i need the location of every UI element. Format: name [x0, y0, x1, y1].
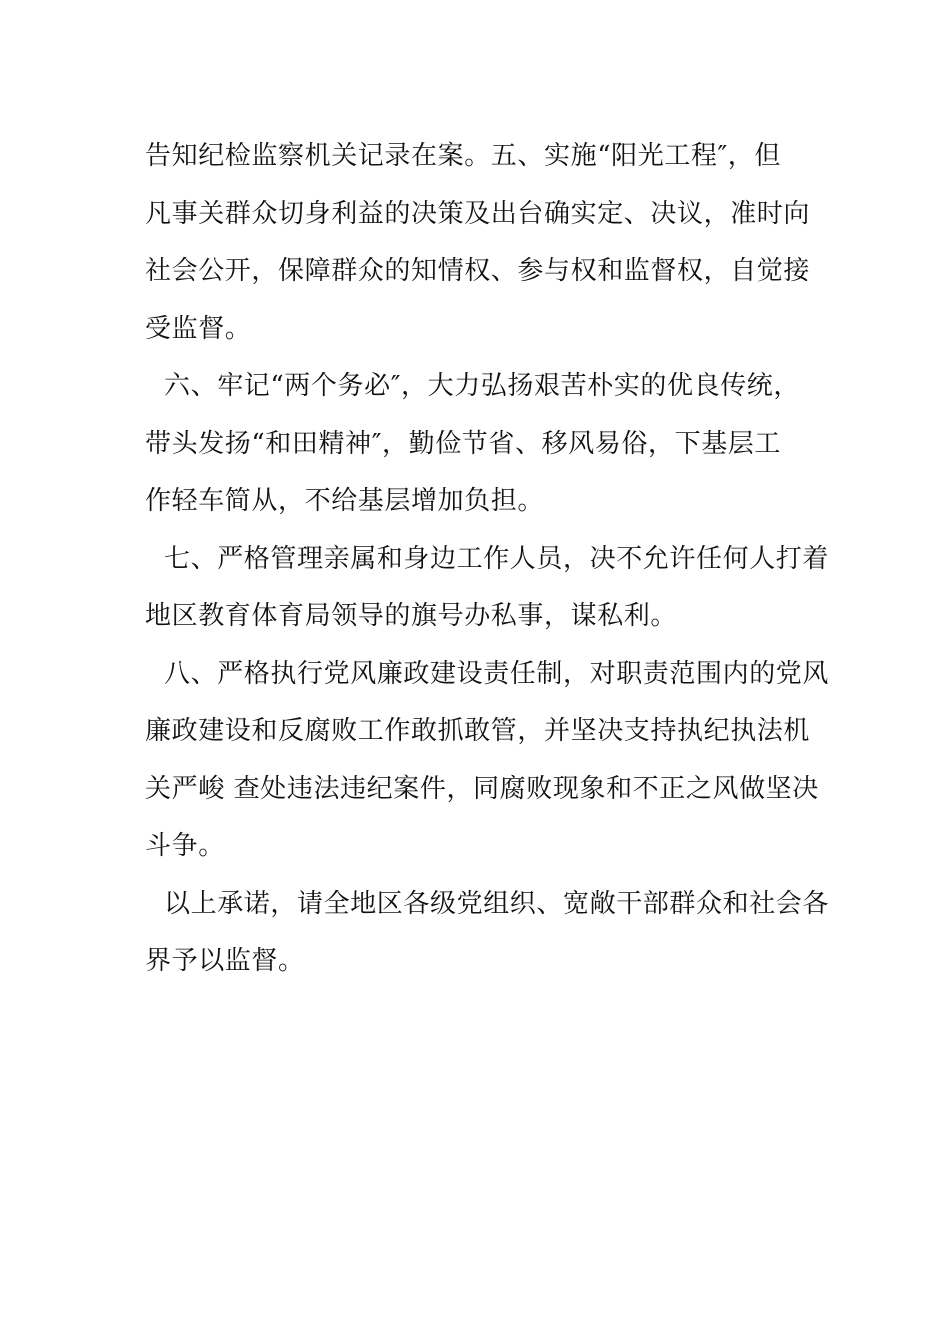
text-line: 关严峻 查处违法违纪案件，同腐败现象和不正之风做坚决 — [145, 773, 819, 804]
paragraph-eight-start: 八、严格执行党风廉政建设责任制，对职责范围内的党风 — [164, 658, 830, 689]
text-line: 廉政建设和反腐败工作敢抓敢管，并坚决支持执纪执法机 — [145, 716, 811, 746]
text-line: 斗争。 — [145, 831, 225, 861]
text-line: 作轻车简从，不给基层增加负担。 — [145, 486, 545, 516]
text-line: 受监督。 — [145, 313, 252, 344]
text-line: 告知纪检监察机关记录在案。五、实施“阳光工程″，但 — [145, 141, 782, 171]
document-body — [145, 128, 830, 991]
paragraph-seven-start: 七、严格管理亲属和身边工作人员，决不允许任何人打着 — [164, 543, 830, 574]
text-line: 凡事关群众切身利益的决策及出台确实定、决议，准时向 — [145, 198, 811, 229]
closing-paragraph-start: 以上承诺，请全地区各级党组织、宽敞干部群众和社会各 — [164, 888, 830, 919]
text-line: 带头发扬“和田精神″，勤俭节省、移风易俗，下基层工 — [145, 428, 782, 459]
text-line: 地区教育体育局领导的旗号办私事，谋私利。 — [145, 601, 678, 631]
text-line: 社会公开，保障群众的知情权、参与权和监督权，自觉接 — [145, 256, 811, 286]
paragraph-six-start: 六、牢记“两个务必″，大力弘扬艰苦朴实的优良传统， — [164, 371, 801, 401]
text-line: 界予以监督。 — [145, 946, 305, 976]
